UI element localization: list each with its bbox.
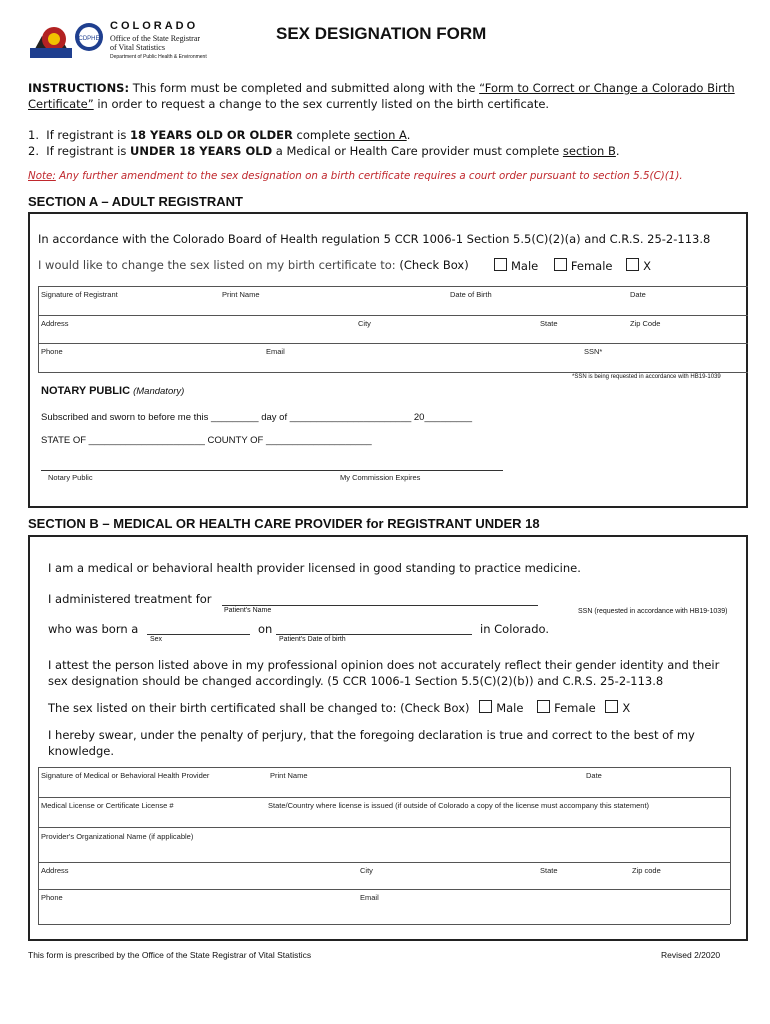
state-name: COLORADO xyxy=(110,20,199,32)
footer-revised: Revised 2/2020 xyxy=(661,950,721,960)
svg-text:CDPHE: CDPHE xyxy=(78,36,100,42)
notary-heading: NOTARY PUBLIC (Mandatory) xyxy=(41,385,185,397)
patient-name-label: Patient's Name xyxy=(224,607,272,614)
section-b-heading: SECTION B – MEDICAL OR HEALTH CARE PROVIDER for REGISTRANT UNDER 18 xyxy=(28,516,540,531)
section-b-link[interactable]: section B xyxy=(562,144,616,158)
checkbox-male-b[interactable] xyxy=(479,700,492,713)
provider-signature-field[interactable]: Signature of Medical or Behavioral Health Provider xyxy=(41,771,210,780)
notary-public-signature-field[interactable]: Notary Public xyxy=(48,473,93,482)
instruction-list xyxy=(28,127,748,159)
changed-to-label: The sex listed on their birth certificated shall be changed to: (Check Box) xyxy=(48,701,470,715)
office-line1: Office of the State Registrar xyxy=(110,34,201,43)
change-prefix: I would like to change the sex listed on my birth certificate to: xyxy=(38,258,396,272)
provider-state-field[interactable]: State xyxy=(540,866,558,875)
provider-city-field[interactable]: City xyxy=(360,866,373,875)
registrant-state-field[interactable]: State xyxy=(540,319,558,328)
born-a-label: who was born a xyxy=(48,622,139,636)
instructions-text: This form must be completed and submitted along with the xyxy=(129,81,480,95)
registrant-date-field[interactable]: Date xyxy=(630,290,646,299)
instruction-item-1: 1. If registrant is 18 YEARS OLD OR OLDER complete section A. xyxy=(28,128,411,142)
registrant-dob-field[interactable]: Date of Birth xyxy=(450,290,492,299)
office-line2: of Vital Statistics xyxy=(110,43,165,52)
department: Department of Public Health & Environment xyxy=(110,54,207,60)
label-female-a: Female xyxy=(570,259,613,273)
org-name-field[interactable]: Provider's Organizational Name (if applicable) xyxy=(41,832,194,841)
license-number-field[interactable]: Medical License or Certificate License # xyxy=(41,801,174,810)
section-b-sex-options xyxy=(48,700,630,715)
patient-dob-input[interactable] xyxy=(276,634,472,635)
cdphe-seal-icon xyxy=(74,22,104,52)
section-a-box xyxy=(28,212,748,508)
note: Note: Any further amendment to the sex designation on a birth certificate requires a court order pursuant to section 5.5(C)(1). xyxy=(28,170,683,182)
registrant-ssn-field[interactable]: SSN* xyxy=(584,347,603,356)
instructions xyxy=(28,80,748,112)
registrant-zip-field[interactable]: Zip Code xyxy=(630,319,661,328)
registrant-print-name-field[interactable]: Print Name xyxy=(222,290,260,299)
provider-date-field[interactable]: Date xyxy=(586,771,602,780)
section-a-regulation: In accordance with the Colorado Board of Health regulation 5 CCR 1006-1 Section 5.5(C)(2)(a) and C.R.S. 25-2-113.8 xyxy=(38,232,711,246)
colorado-logo-icon xyxy=(30,22,72,58)
footer-prescribed: This form is prescribed by the Office of the State Registrar of Vital Statistics xyxy=(28,950,312,960)
correction-form-link[interactable]: “Form to Correct or Change a Colorado Birth xyxy=(479,81,735,95)
provider-email-field[interactable]: Email xyxy=(360,893,379,902)
registrant-signature-field[interactable]: Signature of Registrant xyxy=(41,290,118,299)
instruction-item-2: 2. If registrant is UNDER 18 YEARS OLD a Medical or Health Care provider must complete section B. xyxy=(28,144,620,158)
instructions-label: INSTRUCTIONS: xyxy=(28,81,130,95)
swear-statement: I hereby swear, under the penalty of perjury, that the foregoing declaration is true and correct to the best of my knowledge. xyxy=(48,728,695,758)
checkbox-female-a[interactable] xyxy=(554,258,567,271)
license-state-country-field[interactable]: State/Country where license is issued (if outside of Colorado a copy of the license must accompany this statement) xyxy=(268,801,650,810)
notary-state-county-line[interactable]: STATE OF ______________________ COUNTY OF ____________________ xyxy=(41,435,372,446)
on-label: on xyxy=(258,622,273,636)
section-a-heading: SECTION A – ADULT REGISTRANT xyxy=(28,194,243,209)
commission-expires-field[interactable]: My Commission Expires xyxy=(340,473,421,482)
label-x-a: X xyxy=(643,259,652,273)
registrant-phone-field[interactable]: Phone xyxy=(41,347,63,356)
sex-input[interactable] xyxy=(147,634,250,635)
section-a-sex-options xyxy=(494,258,651,273)
in-colorado-label: in Colorado. xyxy=(480,622,549,636)
patient-name-input[interactable] xyxy=(222,605,538,606)
registrant-email-field[interactable]: Email xyxy=(266,347,285,356)
provider-address-field[interactable]: Address xyxy=(41,866,69,875)
label-male-b: Male xyxy=(496,701,524,715)
checkbox-male-a[interactable] xyxy=(494,258,507,271)
registrant-city-field[interactable]: City xyxy=(358,319,371,328)
ssn-requested-label[interactable]: SSN (requested in accordance with HB19-1039) xyxy=(578,608,728,615)
licensed-statement: I am a medical or behavioral health provider licensed in good standing to practice medicine. xyxy=(48,561,581,575)
check-label: (Check Box) xyxy=(399,258,469,272)
attest-statement: I attest the person listed above in my professional opinion does not accurately reflect their gender identity and their sex designation should be changed accordingly. (5 CCR 1006-1 Section 5.5(C)(2)(b)) and C.R.S. 25-2-113.8 xyxy=(48,658,720,688)
label-male-a: Male xyxy=(511,259,539,273)
provider-phone-field[interactable]: Phone xyxy=(41,893,63,902)
checkbox-x-a[interactable] xyxy=(626,258,639,271)
checkbox-x-b[interactable] xyxy=(605,700,618,713)
provider-zip-field[interactable]: Zip code xyxy=(632,866,661,875)
sex-label: Sex xyxy=(150,636,163,643)
form-title: SEX DESIGNATION FORM xyxy=(276,24,487,43)
patient-dob-label: Patient's Date of birth xyxy=(279,636,346,643)
label-female-b: Female xyxy=(554,701,596,715)
notary-subscribed-line[interactable]: Subscribed and sworn to before me this _________ day of _______________________ 20_________ xyxy=(41,412,473,423)
administered-label: I administered treatment for xyxy=(48,592,212,606)
correction-form-link-cont[interactable]: Certificate” xyxy=(28,97,94,111)
provider-print-name-field[interactable]: Print Name xyxy=(270,771,308,780)
section-a-link[interactable]: section A xyxy=(353,128,407,142)
registrant-address-field[interactable]: Address xyxy=(41,319,69,328)
label-x-b: X xyxy=(622,701,631,715)
ssn-note: *SSN is being requested in accordance with HB19-1039 xyxy=(572,374,721,380)
checkbox-female-b[interactable] xyxy=(537,700,550,713)
instructions-text-cont: in order to request a change to the sex currently listed on the birth certificate. xyxy=(93,97,550,111)
